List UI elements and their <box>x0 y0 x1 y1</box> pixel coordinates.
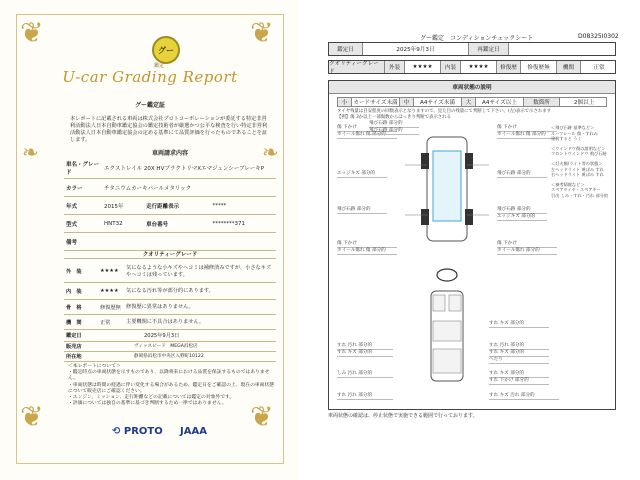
row-key: カラー <box>64 179 102 197</box>
shop-name: ヴィッスピード MEGA浜松店 <box>134 344 198 349</box>
row-value: HNT32 <box>102 215 144 233</box>
note-heading: ＜灯火類/ライト等の状態＞ <box>551 160 603 166</box>
rear-seat-icon <box>433 321 461 341</box>
zone-cargo-right: すれ キズ 汚れ 部分的 <box>489 393 559 400</box>
zone-front-right: 傷 下かけ ホイール傷れ 傷 部分的 <box>497 125 557 139</box>
note-heading: ＜本レポートについて＞ <box>68 364 121 369</box>
wheel-icon <box>421 209 429 225</box>
note-heading: ＜ウインドウ傷の説明など＞ <box>551 145 606 151</box>
qg-key: 修復歴 <box>497 61 521 73</box>
row-key: 内 装 <box>66 289 82 295</box>
quality-section-title: クオリティーグレード <box>64 250 276 259</box>
star-rating: ★★★★ <box>461 61 497 73</box>
star-rating: ★★★★ <box>100 288 119 294</box>
table-row <box>64 233 276 251</box>
table-row <box>64 179 276 197</box>
note-item: ・鑑定時点の車両状態を示すものであり、以降将来における品質を保証するものではありません。 <box>68 370 270 382</box>
quality-row-engine <box>64 315 276 330</box>
row-key: 骨 格 <box>66 305 82 311</box>
side-ornament-icon: ❧ <box>262 140 279 164</box>
size-key: 小 <box>338 98 352 106</box>
size-key: 中 <box>400 98 414 106</box>
row-key: 鑑定日 <box>66 333 82 339</box>
note-item: ルーフレール 傷・すれみ <box>551 130 598 136</box>
side-ornament-icon: ❧ <box>22 140 39 164</box>
report-script-title: U-car Grading Report <box>62 68 238 86</box>
zone-hood: 飛び石跡 部分的 飛び石跡 部分的 <box>369 121 419 135</box>
row-key: 走行距離表示 <box>144 197 210 215</box>
zone-seat-right: すれ 汚れ 部分的 すれ キズ 部分的 へたり <box>489 343 549 364</box>
note-item: ・評価については独自の基準に基づき判断するため一律ではありません。 <box>68 401 227 407</box>
reexam-label: 再鑑定日 <box>469 43 509 55</box>
size-key: 大 <box>462 98 476 106</box>
size-value: A4サイズ以上 <box>476 98 524 106</box>
engine-status: 正常 <box>593 65 605 71</box>
zone-seat-left: すれ 汚れ 部分的 すれ キズ 部分的 <box>337 343 393 357</box>
grading-report <box>0 0 300 480</box>
note-item: 左ヘッドライト 黄ばみ すれ <box>551 166 604 172</box>
engine-status: 正常 <box>100 320 111 326</box>
row-key: 機 関 <box>66 320 82 326</box>
zone-rear-seat-left: しみ 汚れ 部分的 <box>337 371 393 378</box>
certificate-paragraph: 本レポートに記載される車両は株式会社プロトコーポレーションが委託する特定非営利活動法人日本自動車鑑定協会の鑑定技術者が厳選かつ公平な検査を行い特定非営利活動法人日本自動車鑑定協会の定める基準にて品質評価を行ったものであることを証します。 <box>70 116 268 143</box>
vehicle-section-title: 車両請求内容 <box>151 150 188 157</box>
size-value: 2個以上 <box>573 100 595 106</box>
explain-title: 車両状態の説明 <box>329 81 615 94</box>
vehicle-info-table <box>64 158 276 251</box>
zone-rear-right: 傷 下かけ ホイール傷れ 部分的 <box>497 241 557 255</box>
row-value: ********371 <box>211 215 277 233</box>
corner-ornament-icon: ❦ <box>20 16 44 49</box>
row-key: 車台番号 <box>144 215 210 233</box>
cargo-area-icon <box>433 349 461 373</box>
row-key: 年式 <box>64 197 102 215</box>
note-item: ・エンジン、ミッション、走行距離などの記載については鑑定の対象外です。 <box>68 395 235 401</box>
appraisal-date: 2025年9月3日 <box>144 333 180 339</box>
quality-row-frame <box>64 300 276 315</box>
size-legend <box>337 97 607 107</box>
note-item: 右ヘッドライト 黄ばみ すれ <box>551 172 604 178</box>
certificate-heading: グー鑑定証 <box>134 102 165 109</box>
car-diagram <box>397 125 497 405</box>
size-value: カードサイズ未満 <box>352 98 400 106</box>
row-desc: 気になるような小キズやヘコミは補修済みですが、小さなキズやヘコミは残っています。 <box>126 265 272 278</box>
zone-rear-left: 傷 下かけ ホイール傷れ 傷 部分的 <box>337 241 397 255</box>
row-key: 所在地 <box>66 354 82 360</box>
instructions-text: タイヤ残量は目安程度の回数表示となりますので、見た目の残量にて判断して下さい。(左)表示で示されます 【例】傷 3か以上一部傷数からはっきり判断で表示される <box>337 109 552 120</box>
zone-left-edge: エッジキズ 部分的 <box>337 171 387 178</box>
size-key: 数箇所 <box>524 98 560 106</box>
jaaa-logo: JAAA <box>180 426 207 437</box>
date-value: 2025年9月3日 <box>363 43 469 55</box>
note-item: フロントウインドウ 飛び石跡 <box>551 151 607 157</box>
note-item: ・車両状態は時間の経過に伴い変化する場合があるため、鑑定日をご確認の上、現在の車両状態について販売店にご確認ください。 <box>68 382 275 394</box>
repair-status: 修復歴無 <box>521 61 557 73</box>
zone-right-side: 飛び石跡 部分的 <box>497 171 547 178</box>
row-desc: 気になる汚れ等が部分的にあります。 <box>126 288 214 294</box>
corner-ornament-icon: ❦ <box>250 16 274 49</box>
row-value: ***** <box>211 197 277 215</box>
wheel-icon <box>421 153 429 169</box>
row-key: 車名・グレード <box>64 158 102 179</box>
quality-row-exterior <box>64 262 276 283</box>
row-desc: 主要機関に不具合はありません。 <box>126 319 205 325</box>
quality-row-interior <box>64 283 276 300</box>
note-item: スペアタイヤ・スペアキー <box>551 187 601 193</box>
row-key: 外 装 <box>66 269 82 275</box>
zone-left-door: 飛び石跡 部分的 <box>337 207 387 214</box>
table-row <box>64 215 276 233</box>
repair-status: 修復歴無 <box>100 305 121 311</box>
row-value: チタニウムカーキパールメタリック <box>102 179 276 197</box>
zone-rear-seat-right: すれ キズ 部分的 すれ 下かけ 部分的 <box>489 371 549 385</box>
steering-wheel-icon <box>437 269 457 281</box>
row-value: エクストレイル 20X HVブラクトリマXエマジェンシーブレーキP <box>102 158 276 179</box>
table-row <box>64 158 276 179</box>
qg-key: 機関 <box>557 61 581 73</box>
row-desc: 修復歴に異常はありません。 <box>126 304 194 310</box>
note-heading: ＜飛び石跡 基準など＞ <box>551 125 595 130</box>
report-notes <box>68 364 278 407</box>
star-rating: ★★★★ <box>100 268 119 274</box>
row-key: 販売店 <box>66 344 82 350</box>
row-key: 備考 <box>64 233 102 251</box>
condition-panel <box>328 80 616 410</box>
note-item: 引出 しみ・すれ・汚れ 部分的 <box>551 192 609 198</box>
address-row <box>64 351 276 362</box>
zone-front-seat: すれ キズ 部分的 <box>489 321 549 328</box>
qg-key: 内装 <box>441 61 461 73</box>
wheel-icon <box>465 209 473 225</box>
corner-ornament-icon: ❦ <box>20 400 44 433</box>
corner-ornament-icon: ❦ <box>250 400 274 433</box>
table-row <box>64 197 276 215</box>
seat-icon <box>433 295 445 311</box>
car-roof <box>433 151 461 221</box>
date-row <box>328 42 616 56</box>
note-heading: ＜参考情報など＞ <box>551 181 585 187</box>
sheet-footer: 車両状態の確認は、停止状態で実施できる範囲で行っております。 <box>328 413 478 419</box>
zone-front-left: 傷 下かけ ホイール傷れ 傷 部分的 <box>337 125 397 139</box>
date-label: 鑑定日 <box>329 43 363 55</box>
zone-right-door: 飛び石跡 部分的 エッジキズ 部分的 <box>497 207 547 221</box>
logo-subtitle: 鑑定 <box>154 63 165 69</box>
goo-kantei-logo: グー <box>152 36 180 64</box>
zone-cargo-left: すれ 汚れ 部分的 <box>337 393 393 400</box>
row-value <box>102 233 276 251</box>
note-item: 塗装すると うく <box>551 136 582 142</box>
shop-address: 静岡県浜松市中央区入野町10122 <box>134 354 204 359</box>
sheet-title: グー鑑定 コンディションチェックシート <box>420 35 534 42</box>
right-notes <box>551 125 613 199</box>
row-value: 2015年 <box>102 197 144 215</box>
size-value: A4サイズ未満 <box>414 98 462 106</box>
doc-id: D08325I0302 <box>578 33 619 40</box>
proto-logo: ⟲ PROTO <box>112 426 163 437</box>
qg-key: 外装 <box>385 61 405 73</box>
seat-icon <box>449 295 461 311</box>
row-key: 型式 <box>64 215 102 233</box>
star-rating: ★★★★ <box>405 61 441 73</box>
qg-label: クオリティーグレード <box>329 61 385 73</box>
quality-grade-row <box>328 60 616 74</box>
wheel-icon <box>465 153 473 169</box>
